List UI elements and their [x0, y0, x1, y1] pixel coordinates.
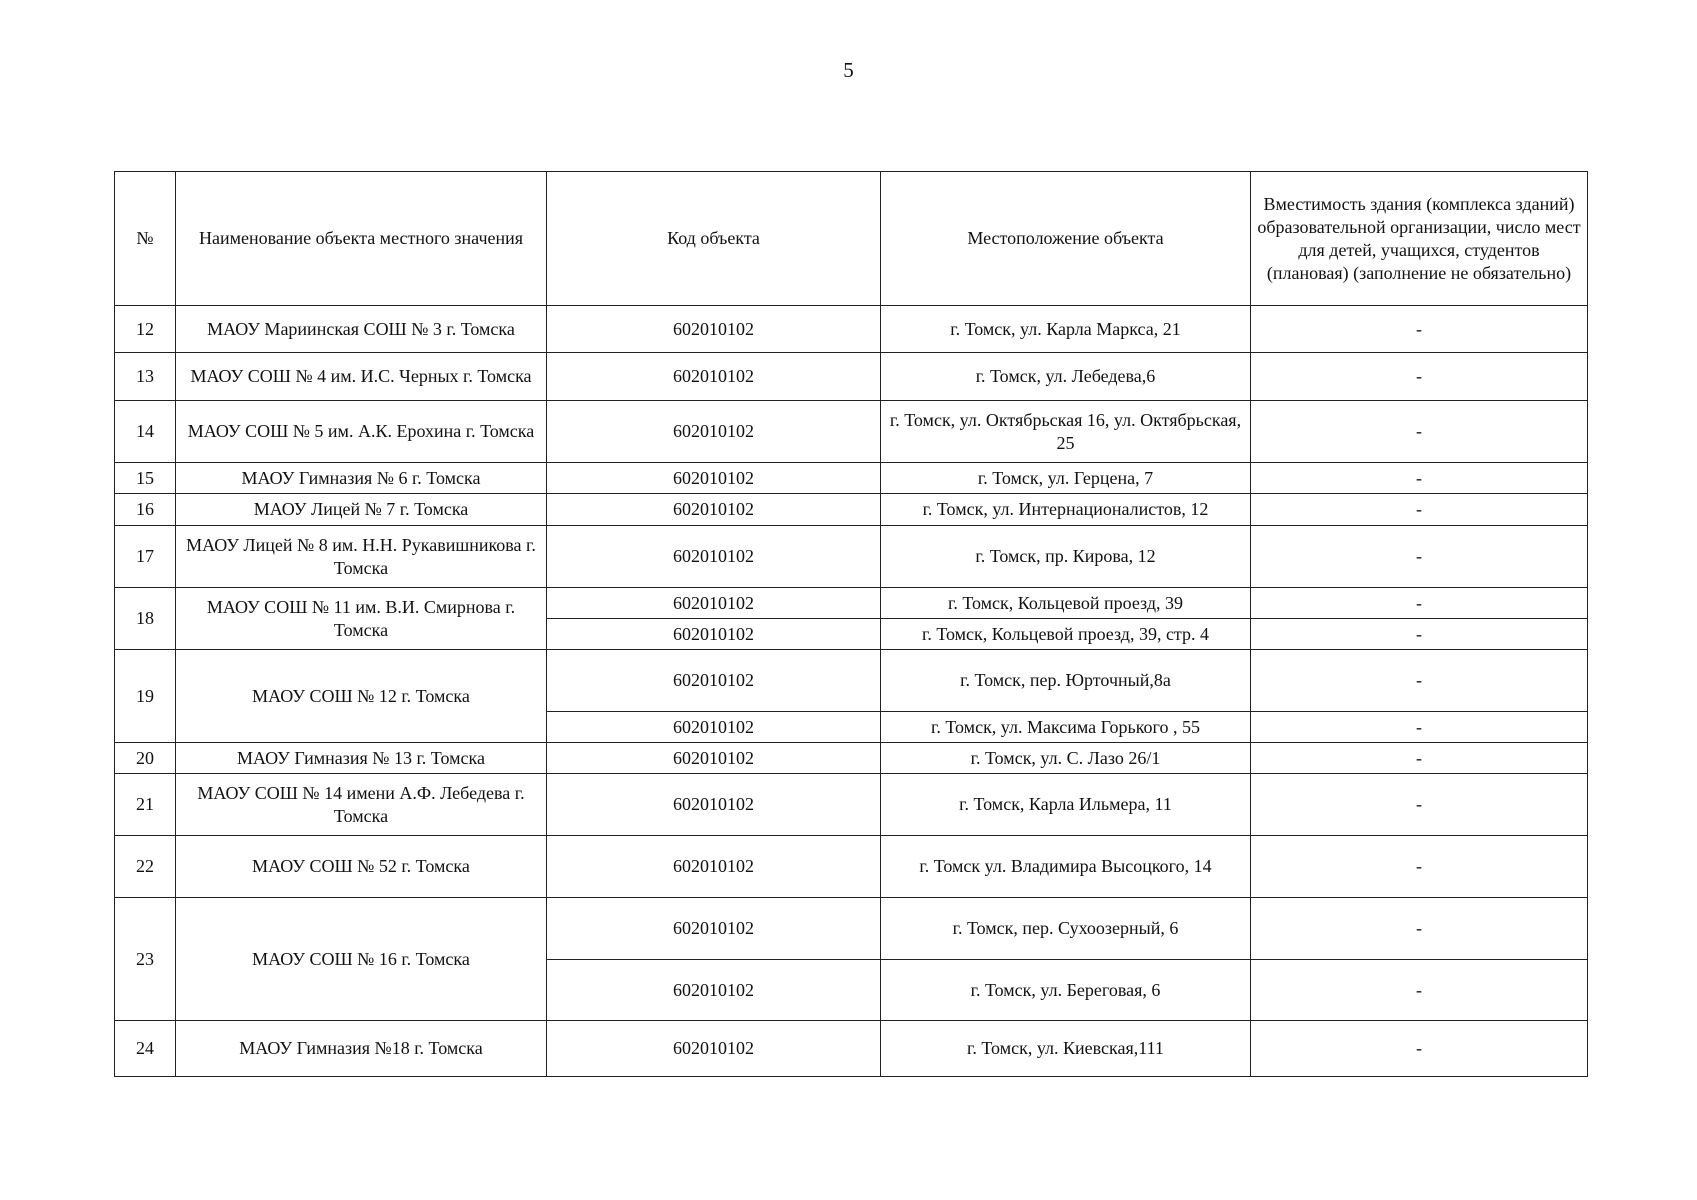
cell-location: г. Томск, Карла Ильмера, 11 — [881, 774, 1251, 836]
cell-location: г. Томск, ул. Октябрьская 16, ул. Октябрьская, 25 — [881, 401, 1251, 463]
cell-no: 21 — [115, 774, 176, 836]
cell-capacity: - — [1251, 401, 1588, 463]
cell-no: 13 — [115, 353, 176, 401]
table-row — [115, 774, 1588, 836]
cell-name: МАОУ СОШ № 4 им. И.С. Черных г. Томска — [176, 353, 547, 401]
cell-location: г. Томск, Кольцевой проезд, 39, стр. 4 — [881, 619, 1251, 650]
cell-capacity: - — [1251, 588, 1588, 619]
cell-location: г. Томск, ул. Киевская,111 — [881, 1021, 1251, 1077]
cell-no: 18 — [115, 588, 176, 650]
cell-name: МАОУ Гимназия №18 г. Томска — [176, 1021, 547, 1077]
header-name: Наименование объекта местного значения — [176, 172, 547, 306]
header-capacity: Вместимость здания (комплекса зданий) образовательной организации, число мест для детей, учащихся, студентов (плановая) (заполнение не обязательно) — [1251, 172, 1588, 306]
table-row — [115, 401, 1588, 463]
cell-location: г. Томск, ул. Береговая, 6 — [881, 960, 1251, 1021]
table-row — [115, 588, 1588, 619]
cell-capacity: - — [1251, 743, 1588, 774]
cell-code: 602010102 — [547, 619, 881, 650]
cell-location: г. Томск, пер. Юрточный,8а — [881, 650, 1251, 712]
cell-location: г. Томск, пр. Кирова, 12 — [881, 526, 1251, 588]
cell-location: г. Томск, ул. Максима Горького , 55 — [881, 712, 1251, 743]
cell-name: МАОУ СОШ № 52 г. Томска — [176, 836, 547, 898]
cell-capacity: - — [1251, 774, 1588, 836]
cell-capacity: - — [1251, 526, 1588, 588]
cell-no: 16 — [115, 494, 176, 526]
table-row — [115, 650, 1588, 712]
cell-code: 602010102 — [547, 588, 881, 619]
cell-no: 22 — [115, 836, 176, 898]
header-location: Местоположение объекта — [881, 172, 1251, 306]
cell-capacity: - — [1251, 494, 1588, 526]
table-row — [115, 494, 1588, 526]
cell-capacity: - — [1251, 712, 1588, 743]
cell-code: 602010102 — [547, 401, 881, 463]
table-row — [115, 743, 1588, 774]
table-row — [115, 526, 1588, 588]
cell-capacity: - — [1251, 353, 1588, 401]
cell-location: г. Томск, ул. Интернационалистов, 12 — [881, 494, 1251, 526]
cell-location: г. Томск, пер. Сухоозерный, 6 — [881, 898, 1251, 960]
cell-location: г. Томск, Кольцевой проезд, 39 — [881, 588, 1251, 619]
table-row — [115, 306, 1588, 353]
cell-name: МАОУ СОШ № 5 им. А.К. Ерохина г. Томска — [176, 401, 547, 463]
cell-capacity: - — [1251, 619, 1588, 650]
cell-code: 602010102 — [547, 774, 881, 836]
cell-no: 24 — [115, 1021, 176, 1077]
cell-code: 602010102 — [547, 898, 881, 960]
header-code: Код объекта — [547, 172, 881, 306]
table-row — [115, 1021, 1588, 1077]
cell-no: 20 — [115, 743, 176, 774]
cell-name: МАОУ Гимназия № 13 г. Томска — [176, 743, 547, 774]
cell-code: 602010102 — [547, 1021, 881, 1077]
cell-no: 19 — [115, 650, 176, 743]
cell-capacity: - — [1251, 960, 1588, 1021]
cell-capacity: - — [1251, 650, 1588, 712]
cell-code: 602010102 — [547, 712, 881, 743]
cell-no: 17 — [115, 526, 176, 588]
cell-no: 12 — [115, 306, 176, 353]
cell-code: 602010102 — [547, 650, 881, 712]
cell-no: 14 — [115, 401, 176, 463]
cell-location: г. Томск, ул. Карла Маркса, 21 — [881, 306, 1251, 353]
table-row — [115, 353, 1588, 401]
cell-code: 602010102 — [547, 960, 881, 1021]
cell-code: 602010102 — [547, 494, 881, 526]
cell-code: 602010102 — [547, 463, 881, 494]
cell-name: МАОУ СОШ № 12 г. Томска — [176, 650, 547, 743]
table-body — [115, 306, 1588, 1077]
cell-code: 602010102 — [547, 306, 881, 353]
cell-name: МАОУ Гимназия № 6 г. Томска — [176, 463, 547, 494]
cell-name: МАОУ СОШ № 11 им. В.И. Смирнова г. Томска — [176, 588, 547, 650]
cell-no: 23 — [115, 898, 176, 1021]
cell-location: г. Томск, ул. С. Лазо 26/1 — [881, 743, 1251, 774]
cell-location: г. Томск, ул. Лебедева,6 — [881, 353, 1251, 401]
table-row — [115, 463, 1588, 494]
cell-name: МАОУ Лицей № 8 им. Н.Н. Рукавишникова г. Томска — [176, 526, 547, 588]
table-row — [115, 898, 1588, 960]
cell-capacity: - — [1251, 836, 1588, 898]
cell-name: МАОУ Лицей № 7 г. Томска — [176, 494, 547, 526]
cell-location: г. Томск, ул. Герцена, 7 — [881, 463, 1251, 494]
cell-code: 602010102 — [547, 353, 881, 401]
cell-code: 602010102 — [547, 743, 881, 774]
cell-no: 15 — [115, 463, 176, 494]
cell-name: МАОУ СОШ № 14 имени А.Ф. Лебедева г. Томска — [176, 774, 547, 836]
table-row — [115, 836, 1588, 898]
cell-location: г. Томск ул. Владимира Высоцкого, 14 — [881, 836, 1251, 898]
cell-capacity: - — [1251, 463, 1588, 494]
header-no: № — [115, 172, 176, 306]
table-header — [115, 172, 1588, 306]
cell-capacity: - — [1251, 306, 1588, 353]
cell-capacity: - — [1251, 898, 1588, 960]
objects-table — [114, 171, 1588, 1077]
cell-name: МАОУ Мариинская СОШ № 3 г. Томска — [176, 306, 547, 353]
cell-code: 602010102 — [547, 836, 881, 898]
cell-code: 602010102 — [547, 526, 881, 588]
page-number: 5 — [843, 58, 854, 82]
cell-name: МАОУ СОШ № 16 г. Томска — [176, 898, 547, 1021]
cell-capacity: - — [1251, 1021, 1588, 1077]
